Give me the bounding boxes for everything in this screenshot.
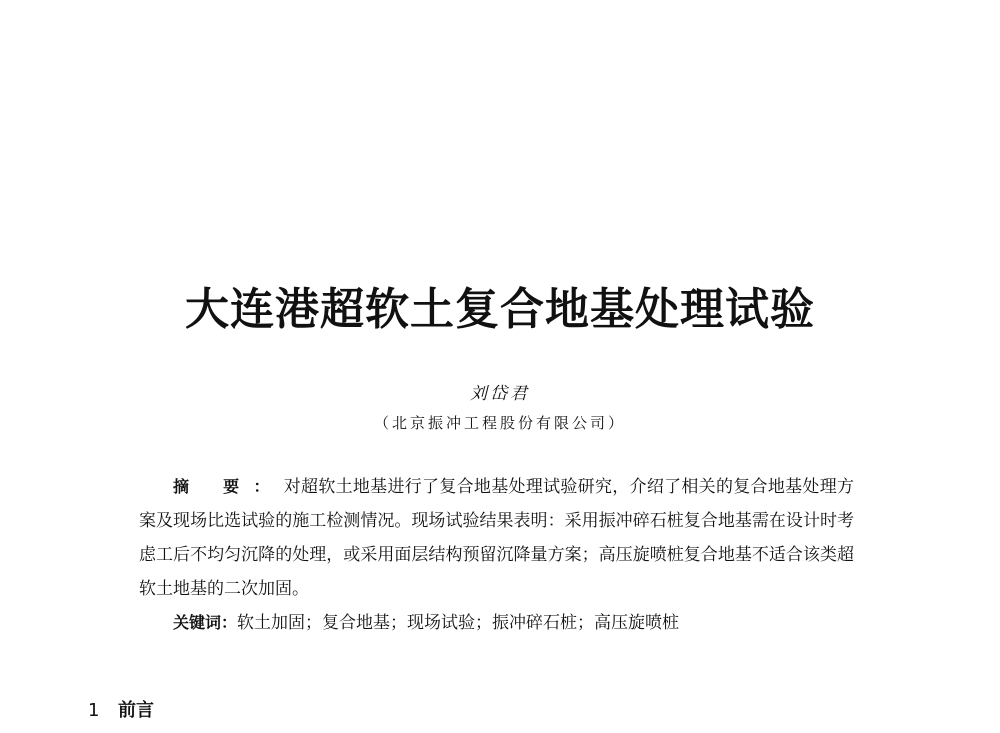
keywords-text: 软土加固；复合地基；现场试验；振冲碎石桩；高压旋喷桩	[237, 613, 680, 633]
keywords-line	[173, 606, 863, 640]
author-name: 刘岱君	[470, 384, 530, 404]
section-heading	[88, 699, 154, 723]
section-title: 前言	[118, 700, 154, 721]
section-number: 1	[88, 700, 100, 721]
abstract-text: 对超软土地基进行了复合地基处理试验研究，介绍了相关的复合地基处理方案及现场比选试验的施工检测情况。现场试验结果表明：采用振冲碎石桩复合地基需在设计时考虑工后不均匀沉降的处理，或采用面层结构预留沉降量方案；高压旋喷桩复合地基不适合该类超软土地基的二次加固。	[139, 477, 854, 599]
paper-title: 大连港超软土复合地基处理试验	[185, 284, 815, 335]
abstract-label: 摘 要：	[173, 477, 284, 496]
author-affiliation: （北京振冲工程股份有限公司）	[373, 414, 626, 432]
abstract-paragraph	[139, 470, 854, 606]
keywords-label: 关键词：	[173, 613, 238, 632]
